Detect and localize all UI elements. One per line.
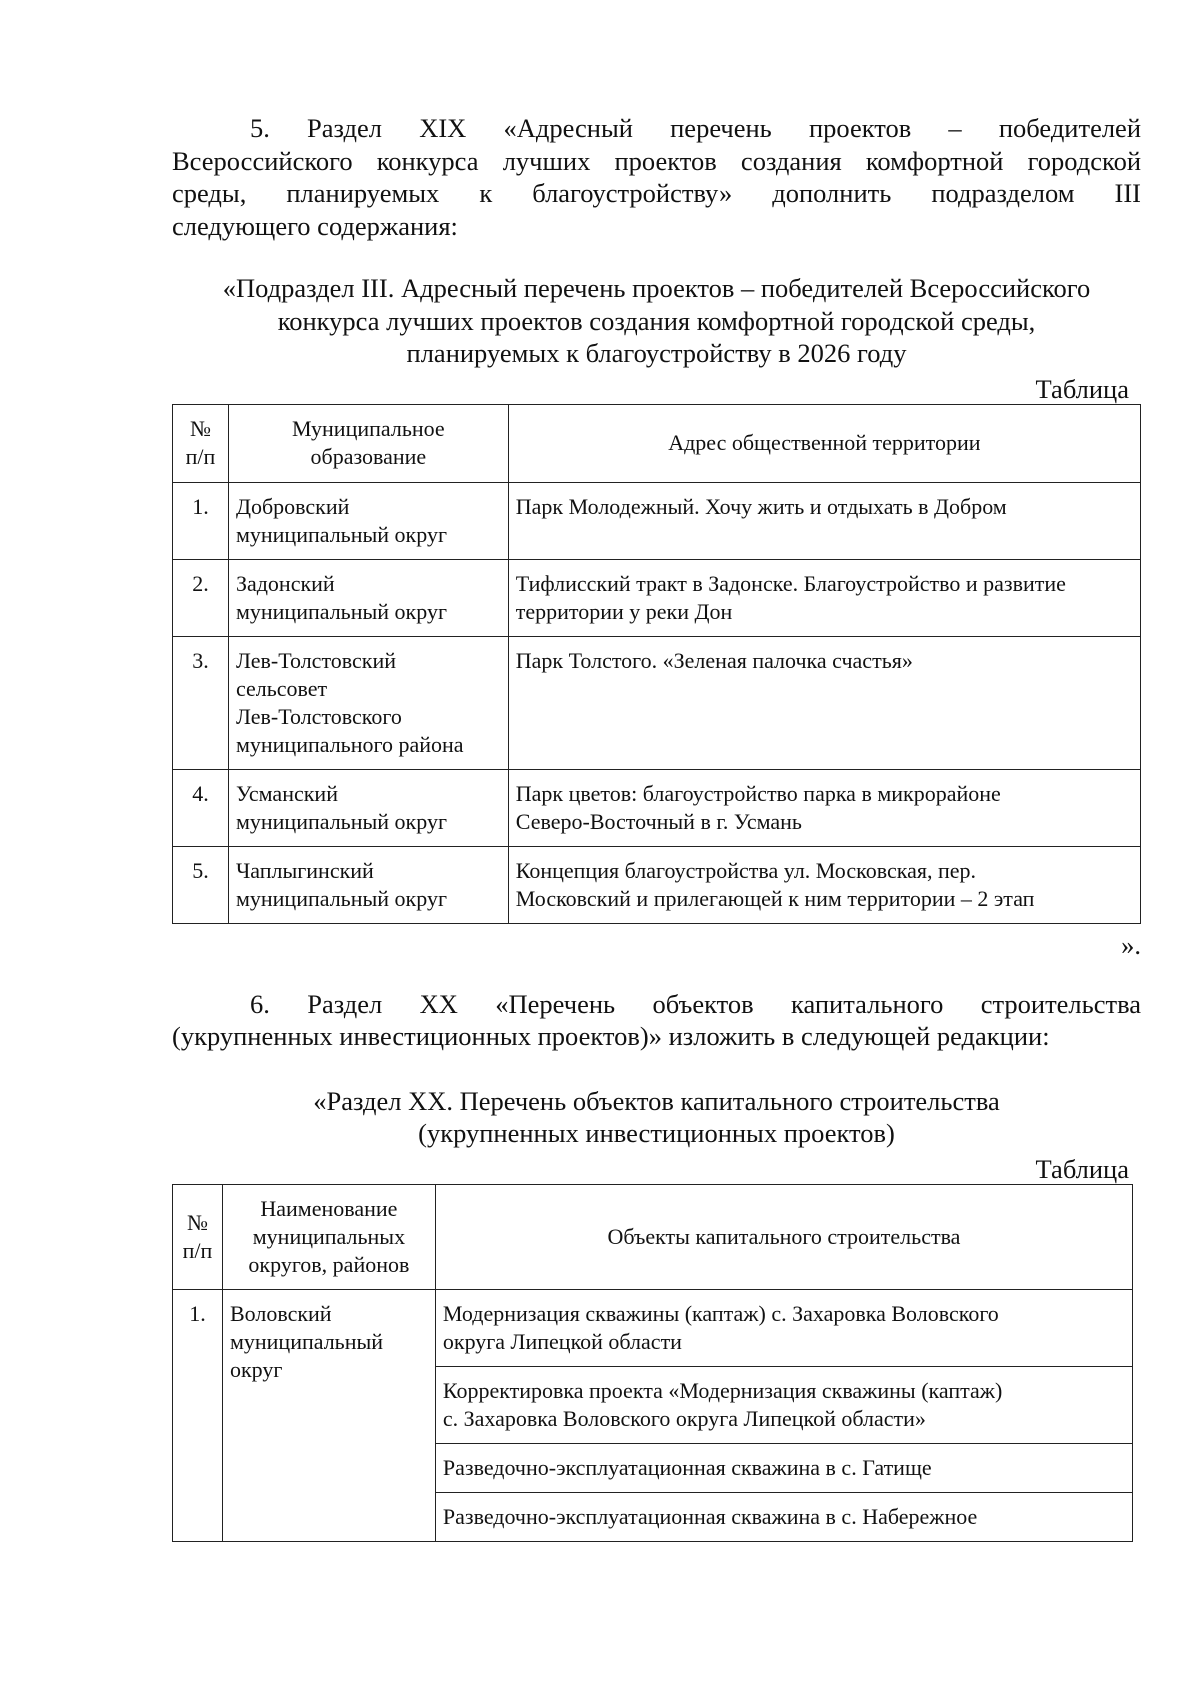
- object-cell: Разведочно-эксплуатационная скважина в с. Гатище: [442, 1454, 932, 1480]
- header-num: № п/п: [173, 404, 229, 482]
- object-cell: Модернизация скважины (каптаж) с. Захаровка Воловского округа Липецкой области: [442, 1300, 999, 1354]
- header-address: Адрес общественной территории: [508, 404, 1140, 482]
- section-6-paragraph: [172, 988, 1141, 1053]
- document-page: [172, 112, 1141, 1542]
- title-line: «Подраздел III. Адресный перечень проектов – победителей Всероссийского: [222, 273, 1091, 303]
- table-row: [173, 846, 1141, 923]
- section-20-title: [172, 1085, 1141, 1150]
- table-header-row: [173, 404, 1141, 482]
- header-objects: Объекты капитального строительства: [435, 1184, 1132, 1289]
- title-line: планируемых к благоустройству в 2026 году: [406, 338, 907, 368]
- header-num: № п/п: [173, 1184, 223, 1289]
- municipality-name-cell: Воловский муниципальный округ: [229, 1300, 384, 1382]
- table-row: [173, 482, 1141, 559]
- municipality-cell: Задонский муниципальный округ: [235, 570, 447, 624]
- table-row: [173, 559, 1141, 636]
- table-header-row: [173, 1184, 1133, 1289]
- row-number: 4.: [192, 780, 209, 806]
- table-row: [173, 1289, 1133, 1366]
- header-municipality-name: Наименование муниципальных округов, районов: [222, 1184, 435, 1289]
- address-cell: Тифлисский тракт в Задонске. Благоустройство и развитие территории у реки Дон: [515, 570, 1066, 624]
- closing-quote-mark: ».: [1121, 929, 1141, 960]
- projects-table: [172, 404, 1141, 924]
- row-number: 3.: [192, 647, 209, 673]
- title-line: (укрупненных инвестиционных проектов): [418, 1118, 895, 1148]
- table-row: [173, 769, 1141, 846]
- paragraph-line: 5. Раздел XIX «Адресный перечень проектов – победителей: [250, 113, 1141, 143]
- capital-construction-table: [172, 1184, 1133, 1542]
- table-caption: Таблица: [1035, 373, 1129, 404]
- address-cell: Парк цветов: благоустройство парка в микрорайоне Северо-Восточный в г. Усмань: [515, 780, 1001, 834]
- paragraph-line: следующего содержания:: [172, 210, 458, 241]
- row-number: 5.: [192, 857, 209, 883]
- address-cell: Концепция благоустройства ул. Московская, пер. Московский и прилегающей к ним территории – 2 этап: [515, 857, 1035, 911]
- municipality-cell: Усманский муниципальный округ: [235, 780, 447, 834]
- header-municipality: Муниципальное образование: [228, 404, 508, 482]
- address-cell: Парк Толстого. «Зеленая палочка счастья»: [515, 647, 913, 673]
- paragraph-line: (укрупненных инвестиционных проектов)» изложить в следующей редакции:: [172, 1021, 1050, 1051]
- municipality-cell: Добровский муниципальный округ: [235, 493, 447, 547]
- municipality-cell: Лев-Толстовский сельсовет Лев-Толстовского муниципального района: [235, 647, 464, 757]
- row-number: 1.: [189, 1300, 206, 1326]
- object-cell: Корректировка проекта «Модернизация скважины (каптаж) с. Захаровка Воловского округа Липецкой области»: [442, 1377, 1003, 1431]
- table-caption: Таблица: [1035, 1153, 1129, 1184]
- municipality-cell: Чаплыгинский муниципальный округ: [235, 857, 447, 911]
- subsection-3-title: [172, 272, 1141, 370]
- paragraph-line: 6. Раздел XX «Перечень объектов капитального строительства: [250, 988, 1141, 1019]
- row-number: 2.: [192, 570, 209, 596]
- paragraph-line: среды, планируемых к благоустройству» дополнить подразделом III: [172, 178, 1141, 208]
- title-line: конкурса лучших проектов создания комфортной городской среды,: [277, 305, 1036, 336]
- paragraph-line: Всероссийского конкурса лучших проектов создания комфортной городской: [172, 145, 1141, 176]
- address-cell: Парк Молодежный. Хочу жить и отдыхать в Добром: [515, 493, 1007, 519]
- object-cell: Разведочно-эксплуатационная скважина в с. Набережное: [442, 1503, 978, 1529]
- title-line: «Раздел XX. Перечень объектов капитального строительства: [313, 1085, 1000, 1116]
- section-5-paragraph: [172, 112, 1141, 242]
- row-number: 1.: [192, 493, 209, 519]
- table-row: [173, 636, 1141, 769]
